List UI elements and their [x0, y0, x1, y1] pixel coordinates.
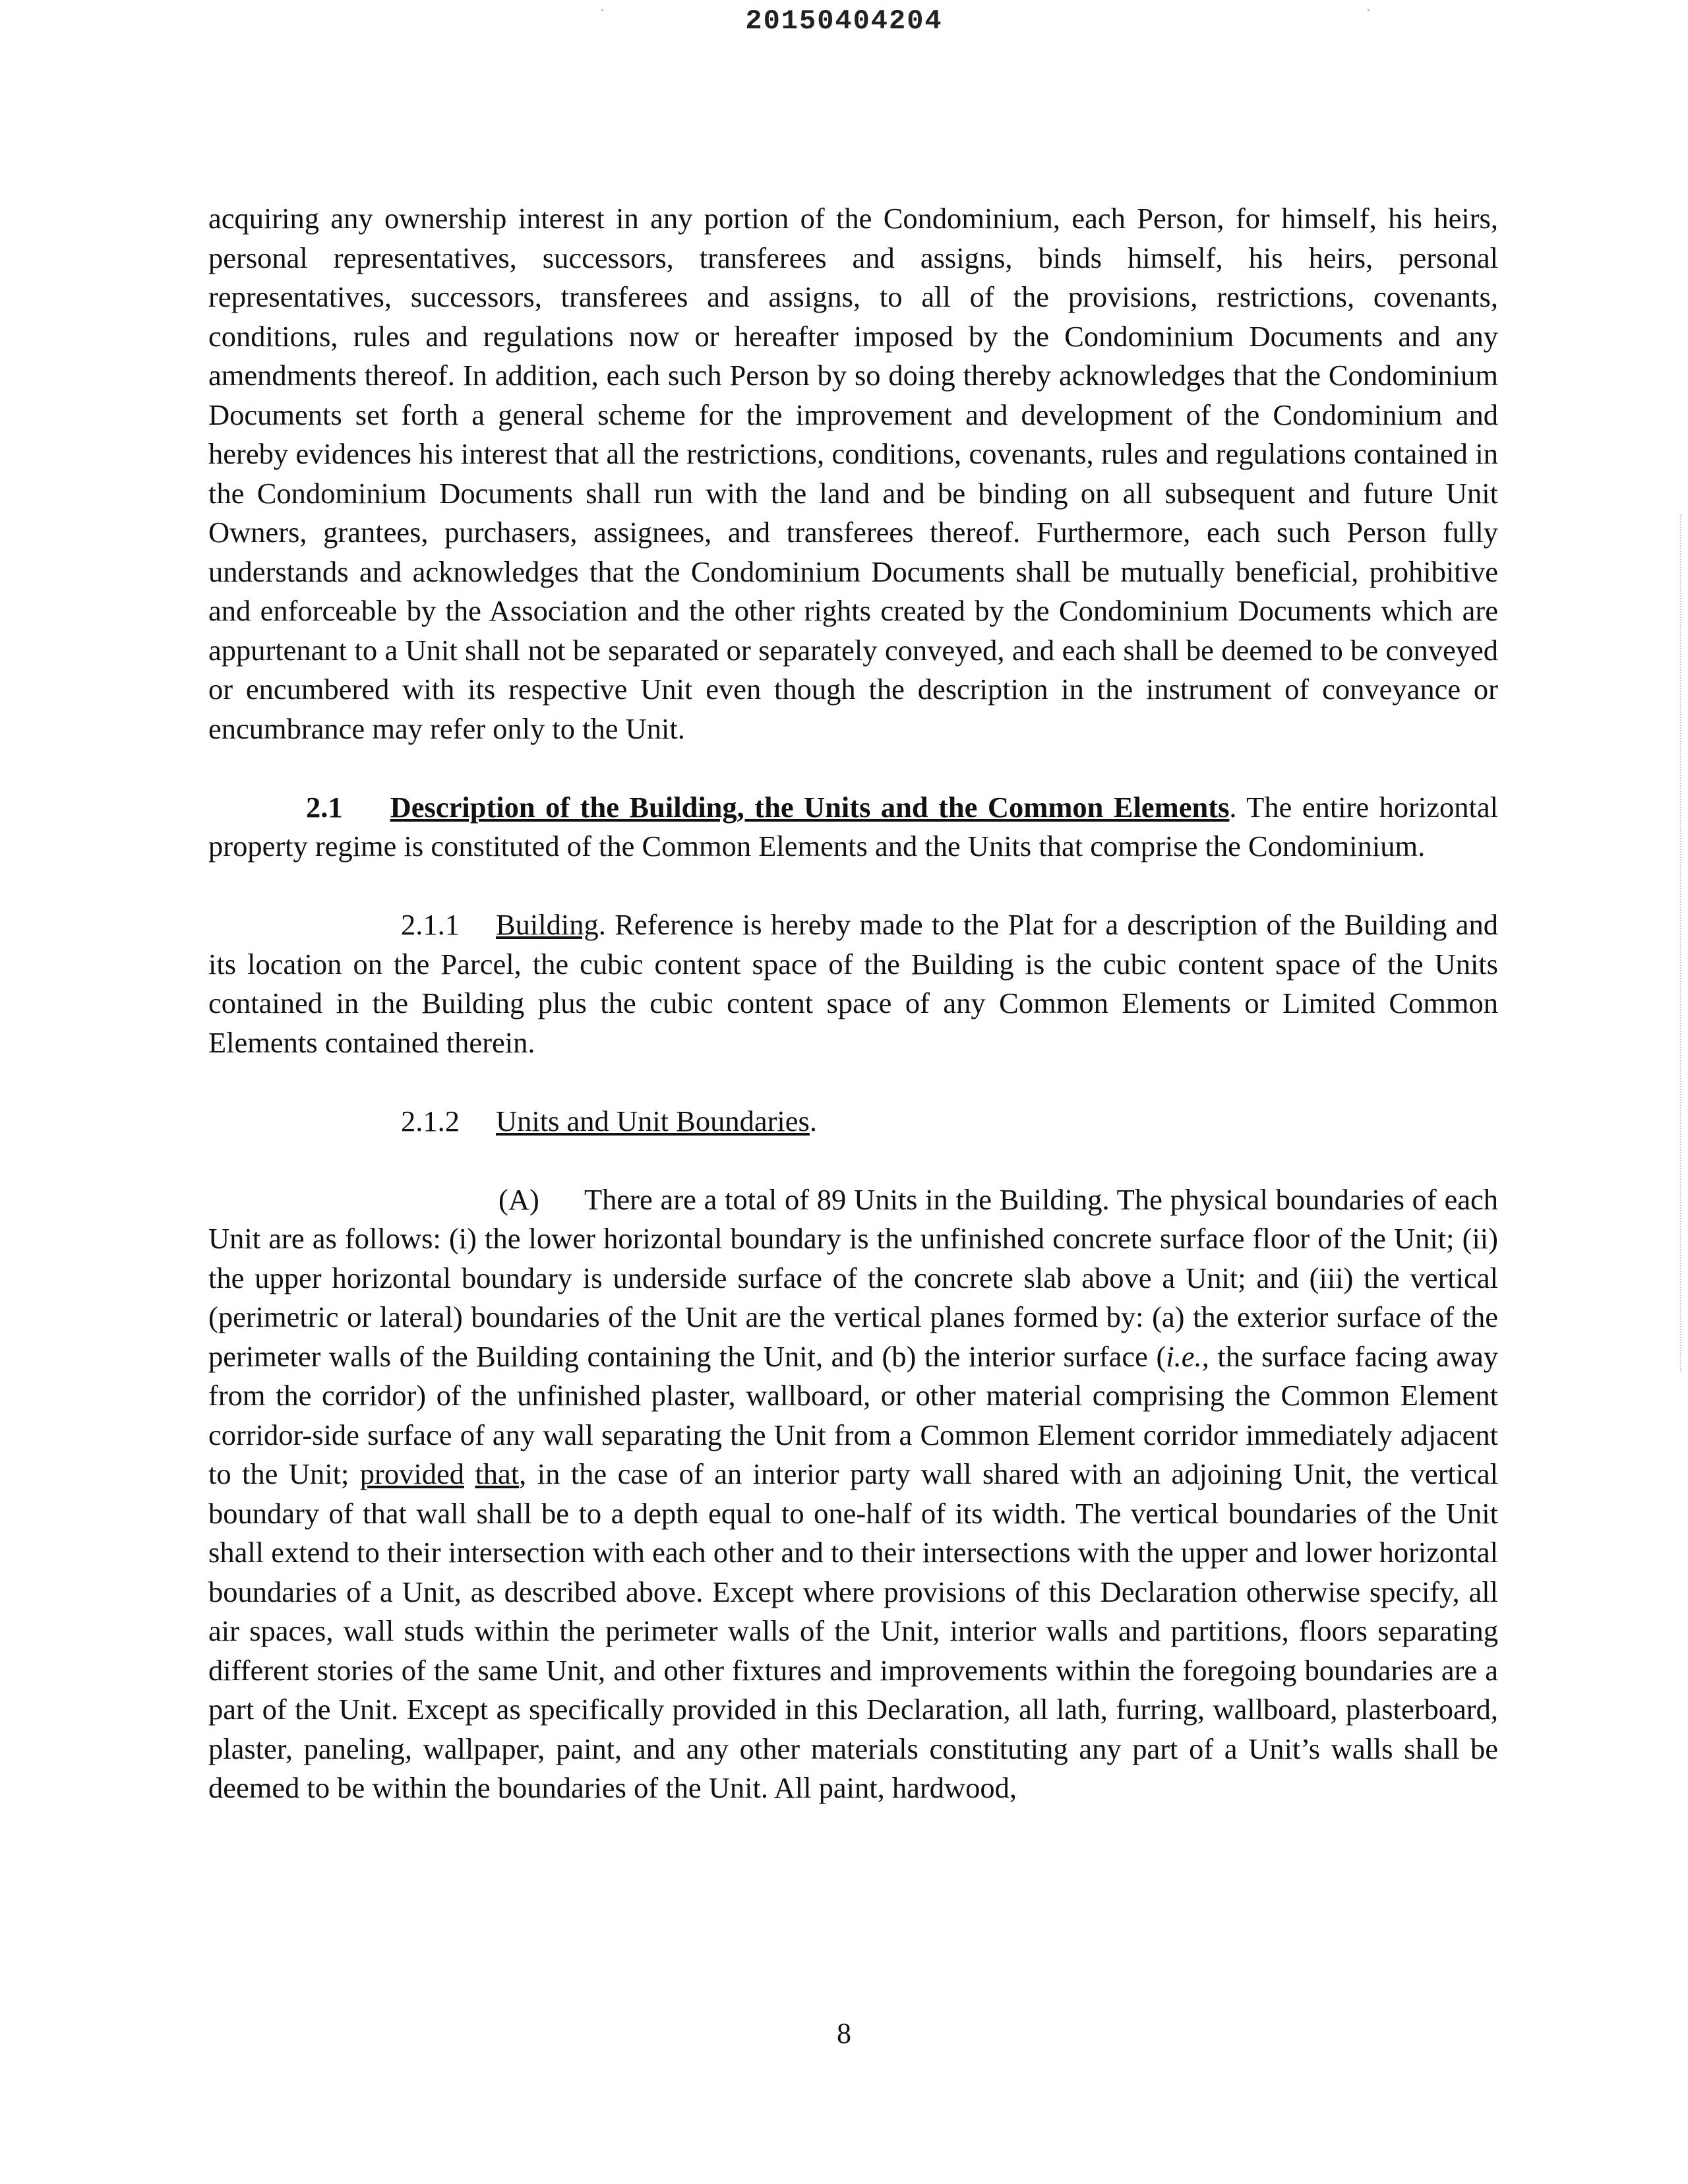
section-2-1-2 [208, 1102, 1498, 1141]
section-2-1 [208, 788, 1498, 866]
subsection-number: 2.1.1 [401, 908, 460, 941]
item-provided: provided [359, 1457, 464, 1490]
paragraph-a [208, 1180, 1498, 1808]
page-number: 8 [837, 2017, 851, 2049]
item-text: the surface facing away from the corridor) of the unfinished plaster, wallboard, or other material comprising the Common Element corridor-side surface of any wall separating the Unit from a Common Element corridor immediately adjacent to the Unit; [208, 1339, 1498, 1490]
section-number: 2.1 [306, 790, 343, 824]
scan-speck [1368, 9, 1370, 11]
item-italic-ie: i.e., [1166, 1339, 1209, 1373]
paragraph-continuation: acquiring any ownership interest in any portion of the Condominium, each Person, for himself, his heirs, personal representatives, successors, transferees and assigns, binds himself, his heirs, personal representatives, successors, transferees and assigns, to all of the provisions, restrictions, covenants, conditions, rules and regulations now or hereafter imposed by the Condominium Documents and any amendments thereof. In addition, each such Person by so doing thereby acknowledges that the Condominium Documents set forth a general scheme for the improvement and development of the Condominium and hereby evidences his interest that all the restrictions, conditions, covenants, rules and regulations contained in the Condominium Documents shall run with the land and be binding on all subsequent and future Unit Owners, grantees, purchasers, assignees, and transferees thereof. Furthermore, each such Person fully understands and acknowledges that the Condominium Documents shall be mutually beneficial, prohibitive and enforceable by the Association and the other rights created by the Condominium Documents which are appurtenant to a Unit shall not be separated or separately conveyed, and each shall be deemed to be conveyed or encumbered with its respective Unit even though the description in the instrument of conveyance or encumbrance may refer only to the Unit. [208, 202, 1498, 745]
item-that: that [475, 1457, 520, 1490]
subsection-text: . [809, 1104, 817, 1138]
body-text [208, 199, 1498, 1808]
document-number: 20150404204 [745, 5, 943, 37]
margin-scan-marks [1680, 514, 1684, 1372]
subsection-title: Building [496, 908, 599, 941]
section-title: Description of the Building, the Units and the Common Elements [390, 790, 1230, 824]
section-2-1-1 [208, 905, 1498, 1062]
subsection-text: . Reference is hereby made to the Plat for a description of the Building and its location on the Parcel, the cubic content space of the Building is the cubic content space of the Units contained in the Building plus the cubic content space of any Common Elements or Limited Common Elements contained therein. [208, 908, 1498, 1059]
item-text: There are a total of 89 Units in the Building. The physical boundaries of each Unit are as follows: (i) the lower horizontal boundary is the unfinished concrete surface floor of the Unit; (ii) the upper horizontal boundary is underside surface of the concrete slab above a Unit; and (iii) the vertical (perimetric or lateral) boundaries of the Unit are the vertical planes formed by: (a) the exterior surface of the perimeter walls of the Building containing the Unit, and (b) the interior surface ( [208, 1182, 1498, 1373]
item-text: , in the case of an interior party wall shared with an adjoining Unit, the vertical boundary of that wall shall be to a depth equal to one-half of its width. The vertical boundaries of the Unit shall extend to their intersection with each other and to their intersections with the upper and lower horizontal boundaries of a Unit, as described above. Except where provisions of this Declaration otherwise specify, all air spaces, wall studs within the perimeter walls of the Unit, interior walls and partitions, floors separating different stories of the same Unit, and other fixtures and improvements within the foregoing boundaries are a part of the Unit. Except as specifically provided in this Declaration, all lath, furring, wallboard, plasterboard, plaster, paneling, wallpaper, paint, and any other materials constituting any part of a Unit’s walls shall be deemed to be within the boundaries of the Unit. All paint, hardwood, [208, 1457, 1498, 1804]
scan-speck [601, 9, 603, 11]
section-text: . The entire horizontal property regime is constituted of the Common Elements and the Units that comprise the Condominium. [208, 790, 1498, 863]
item-label: (A) [498, 1182, 539, 1216]
subsection-number: 2.1.2 [401, 1104, 460, 1138]
subsection-title: Units and Unit Boundaries [496, 1104, 810, 1138]
